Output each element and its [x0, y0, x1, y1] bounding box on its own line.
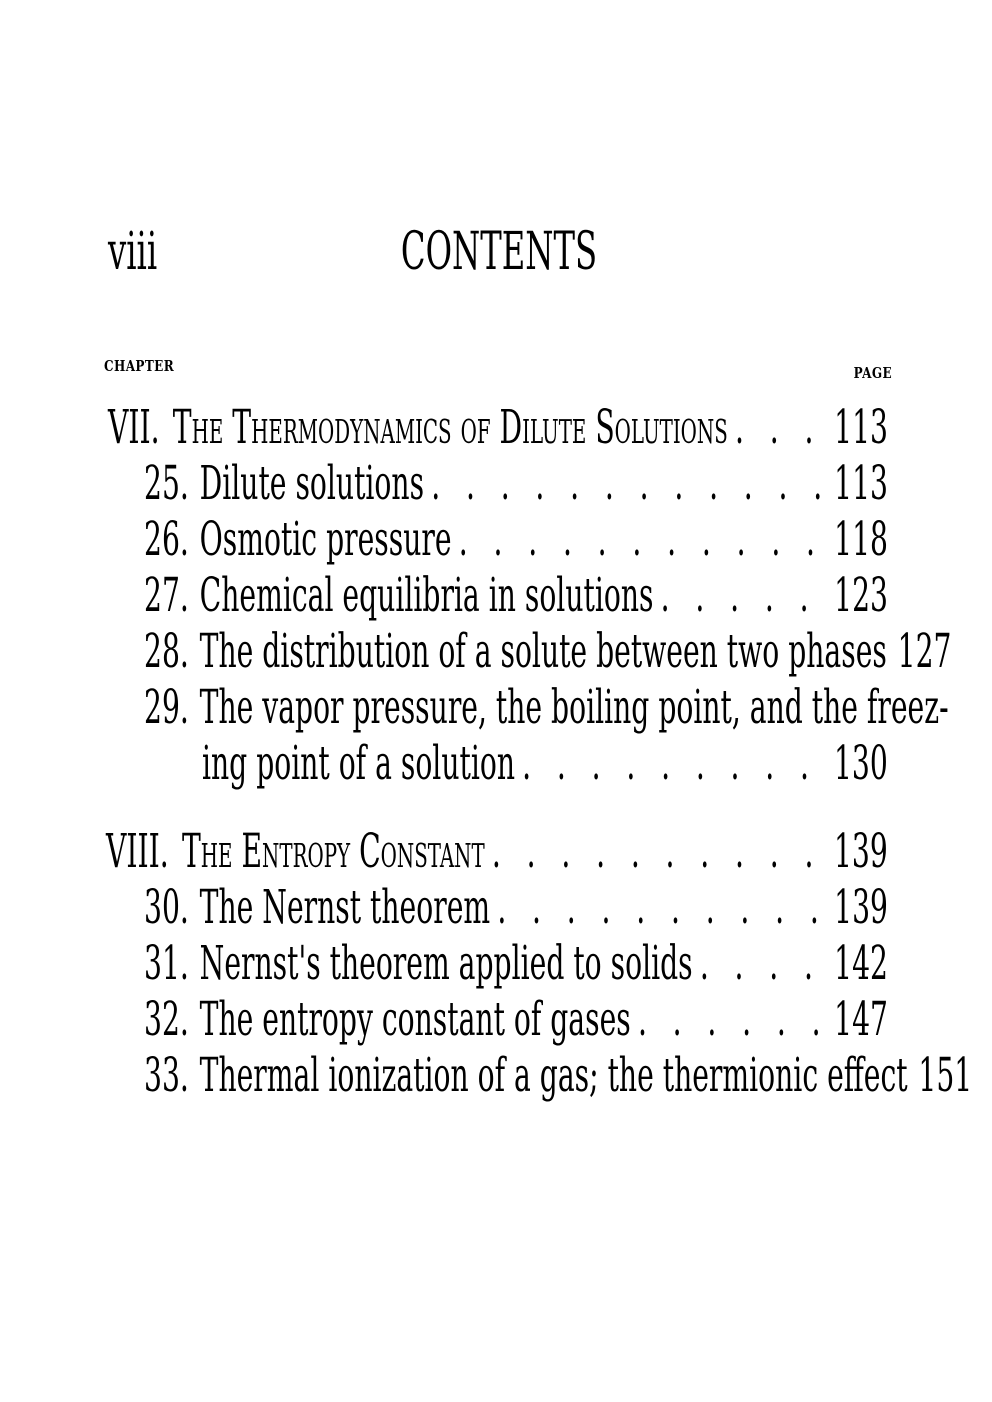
page-title: CONTENTS	[400, 222, 598, 282]
section-entry-29[interactable]	[0, 680, 992, 740]
section-title: Nernst's theorem applied to solids	[199, 936, 693, 991]
section-entry-30[interactable]	[0, 880, 992, 940]
page-number: 142	[834, 936, 888, 991]
page-number: 151	[918, 1048, 973, 1103]
leader-dots	[908, 1048, 915, 1104]
section-title: The entropy constant of gases	[199, 992, 631, 1047]
section-entry-25[interactable]	[0, 456, 992, 516]
chapter-entry-vii[interactable]	[0, 400, 992, 460]
chapter-numeral: VII.	[108, 400, 160, 455]
section-entry-31[interactable]	[0, 936, 992, 996]
page-number: 113	[834, 400, 889, 455]
page-number: 139	[834, 880, 888, 935]
section-number: 29.	[144, 680, 189, 735]
page-column-label: PAGE	[853, 364, 892, 382]
leader-dots	[728, 400, 831, 456]
chapter-entry-viii[interactable]	[0, 824, 992, 884]
page-number: 123	[834, 568, 888, 623]
chapter-column-label: CHAPTER	[104, 357, 175, 375]
section-entry-29-continued[interactable]	[0, 736, 992, 796]
section-number: 25.	[144, 456, 189, 511]
section-title: Thermal ionization of a gas; the thermionic effect	[199, 1048, 908, 1103]
column-headers	[104, 357, 892, 381]
section-title: The Nernst theorem	[199, 880, 491, 935]
section-title: Dilute solutions	[199, 456, 425, 511]
section-number: 32.	[144, 992, 189, 1047]
page-number: 127	[897, 624, 952, 679]
section-number: 28.	[144, 624, 189, 679]
section-title: The vapor pressure, the boiling point, and the freez-	[199, 680, 949, 735]
section-entry-33[interactable]	[0, 1048, 992, 1108]
page-number: 118	[834, 512, 888, 567]
section-number: 33.	[144, 1048, 189, 1103]
section-entry-28[interactable]	[0, 624, 992, 684]
page-folio: viii	[108, 222, 158, 282]
section-number: 30.	[144, 880, 189, 935]
chapter-title: The Thermodynamics of Dilute Solutions	[172, 400, 728, 455]
page-header	[108, 222, 890, 292]
section-title: Osmotic pressure	[199, 512, 452, 567]
leader-dots	[490, 880, 830, 936]
section-title-continuation: ing point of a solution	[202, 736, 515, 791]
leader-dots	[887, 624, 894, 680]
section-title: Chemical equilibria in solutions	[199, 568, 654, 623]
page-number: 113	[834, 456, 888, 511]
page-number: 139	[833, 824, 888, 879]
leader-dots	[424, 456, 831, 512]
chapter-title: The Entropy Constant	[181, 824, 485, 879]
leader-dots	[631, 992, 831, 1048]
section-number: 31.	[144, 936, 189, 991]
leader-dots	[485, 824, 831, 880]
page-number: 130	[833, 736, 888, 791]
section-number: 27.	[144, 568, 189, 623]
section-entry-32[interactable]	[0, 992, 992, 1052]
chapter-numeral: VIII.	[106, 824, 169, 879]
section-title: The distribution of a solute between two phases	[199, 624, 887, 679]
leader-dots	[452, 512, 831, 568]
section-entry-27[interactable]	[0, 568, 992, 628]
leader-dots	[653, 568, 830, 624]
section-entry-26[interactable]	[0, 512, 992, 572]
leader-dots	[693, 936, 831, 992]
section-number: 26.	[144, 512, 189, 567]
leader-dots	[515, 736, 830, 792]
page-number: 147	[834, 992, 888, 1047]
